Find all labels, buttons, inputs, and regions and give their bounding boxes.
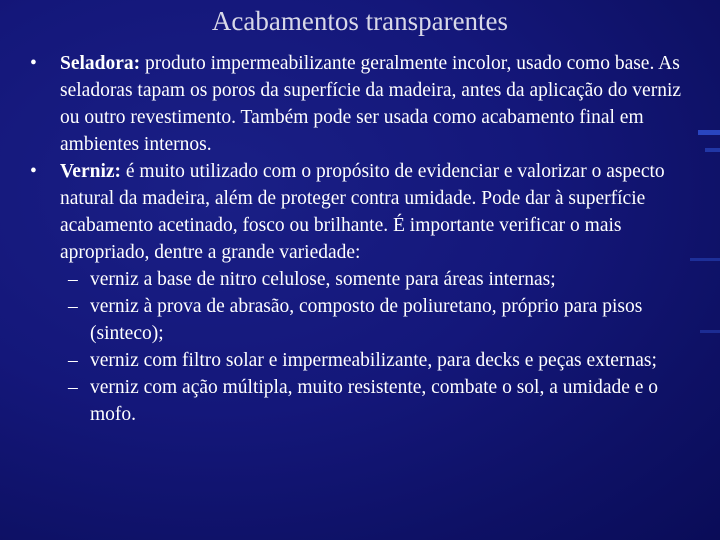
dash-marker: – [68,350,78,371]
dash-marker: – [68,269,78,290]
subitem-acao-multipla [30,374,705,428]
subitem-filtro-solar [30,347,705,374]
slide-body [30,50,705,428]
subitem-text: verniz à prova de abrasão, composto de poliuretano, próprio para pisos (sinteco); [90,296,643,344]
subitem-abrasao [30,293,705,347]
subitem-text: verniz a base de nitro celulose, somente para áreas internas; [90,269,556,290]
slide-title: Acabamentos transparentes [211,6,509,36]
bullet-term: Verniz: [60,161,122,182]
bullet-verniz [30,158,705,266]
dash-marker: – [68,377,78,398]
subitem-text: verniz com filtro solar e impermeabilizante, para decks e peças externas; [90,350,657,371]
bullet-seladora [30,50,705,158]
bullet-term: Seladora: [60,53,141,74]
bullet-marker: • [30,53,37,74]
bullet-marker: • [30,161,37,182]
dash-marker: – [68,296,78,317]
bullet-text: produto impermeabilizante geralmente incolor, usado como base. As seladoras tapam os poros da superfície da madeira, antes da aplicação do verniz ou outro revestimento. Também pode ser usada como acabamento final em ambientes internos. [60,53,682,155]
bullet-text: é muito utilizado com o propósito de evidenciar e valorizar o aspecto natural da madeira, além de proteger contra umidade. Pode dar à superfície acabamento acetinado, fosco ou brilhante. É importante verificar o mais apropriado, dentre a grande variedade: [60,161,665,263]
subitem-text: verniz com ação múltipla, muito resistente, combate o sol, a umidade e o mofo. [90,377,659,425]
subitem-nitro-celulose [30,266,705,293]
